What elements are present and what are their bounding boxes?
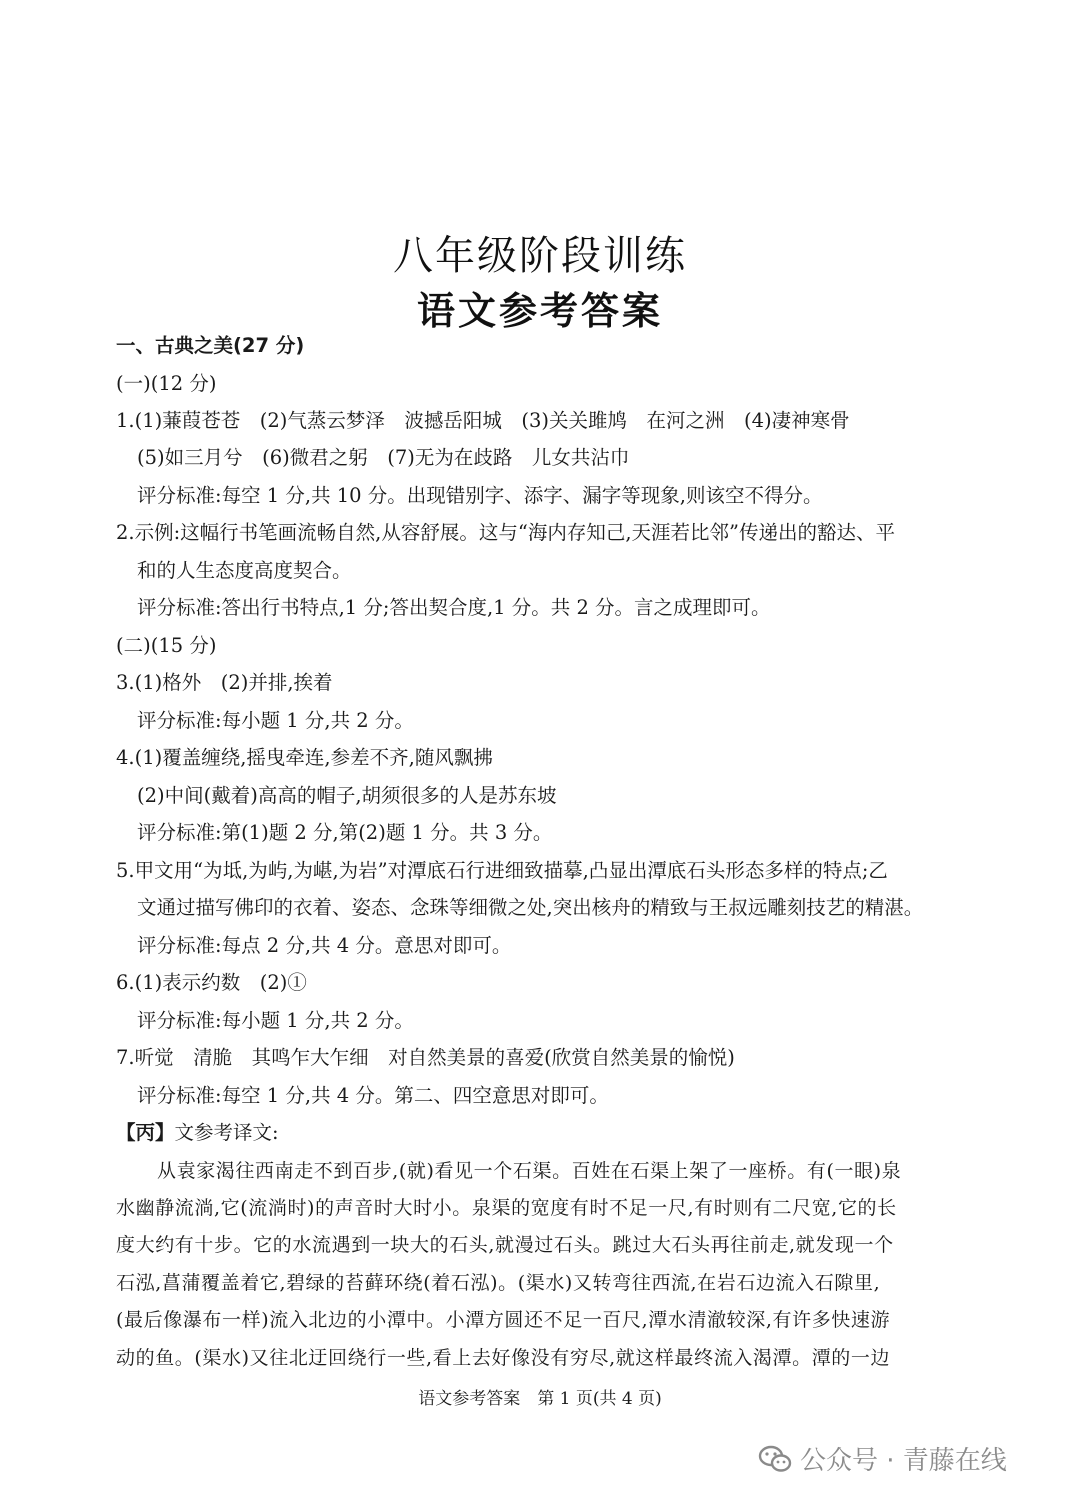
- answer-line: 2.示例:这幅行书笔画流畅自然,从容舒展。这与“海内存知己,天涯若比邻”传递出的豁达、平: [116, 521, 896, 544]
- scoring-line: 评分标准:第(1)题 2 分,第(2)题 1 分。共 3 分。: [137, 821, 553, 844]
- translation-line: 动的鱼。(渠水)又往北迂回绕行一些,看上去好像没有穷尽,就这样最终流入渴潭。潭的一边: [116, 1347, 891, 1369]
- translation-line: 从袁家渴往西南走不到百步,(就)看见一个石渠。百姓在石渠上架了一座桥。有(一眼)泉: [157, 1160, 902, 1182]
- subsection-heading: (二)(15 分): [116, 634, 217, 657]
- translation-heading: [116, 1117, 279, 1145]
- scoring-line: 评分标准:每小题 1 分,共 2 分。: [137, 709, 414, 732]
- watermark: [758, 1440, 1007, 1477]
- answer-line: (5)如三月兮 (6)微君之躬 (7)无为在歧路 儿女共沾巾: [137, 446, 630, 469]
- page-subtitle: 语文参考答案: [416, 288, 663, 333]
- translation-heading-text: 文参考译文:: [174, 1121, 279, 1144]
- translation-heading-mark: 【丙】: [116, 1121, 175, 1144]
- watermark-text: 公众号 · 青藤在线: [800, 1446, 1007, 1476]
- scoring-line: 评分标准:每空 1 分,共 4 分。第二、四空意思对即可。: [137, 1084, 609, 1107]
- scoring-line: 评分标准:每空 1 分,共 10 分。出现错别字、添字、漏字等现象,则该空不得分。: [137, 484, 823, 507]
- scoring-line: 评分标准:每小题 1 分,共 2 分。: [137, 1009, 414, 1032]
- scoring-line: 评分标准:每点 2 分,共 4 分。意思对即可。: [137, 934, 512, 957]
- page-footer: 语文参考答案 第 1 页(共 4 页): [418, 1389, 662, 1409]
- answer-line: 5.甲文用“为坻,为屿,为嵁,为岩”对潭底石行进细致描摹,凸显出潭底石头形态多样的特点;乙: [116, 859, 888, 882]
- translation-line: 水幽静流淌,它(流淌时)的声音时大时小。泉渠的宽度有时不足一尺,有时则有二尺宽,它的长: [116, 1197, 897, 1219]
- answer-line: 1.(1)蒹葭苍苍 (2)气蒸云梦泽 波撼岳阳城 (3)关关雎鸠 在河之洲 (4)凄神寒骨: [116, 409, 850, 432]
- answer-line: 4.(1)覆盖缠绕,摇曳牵连,参差不齐,随风飘拂: [116, 746, 493, 769]
- answer-line: 7.听觉 清脆 其鸣乍大乍细 对自然美景的喜爱(欣赏自然美景的愉悦): [116, 1046, 735, 1069]
- answer-line: 6.(1)表示约数 (2)①: [116, 971, 307, 994]
- subsection-heading: (一)(12 分): [116, 372, 217, 395]
- translation-line: 石泓,菖蒲覆盖着它,碧绿的苔藓环绕(着石泓)。(渠水)又转弯往西流,在岩石边流入石隙里,: [116, 1272, 881, 1294]
- answer-line: (2)中间(戴着)高高的帽子,胡须很多的人是苏东坡: [137, 784, 557, 807]
- scoring-line: 评分标准:答出行书特点,1 分;答出契合度,1 分。共 2 分。言之成理即可。: [137, 596, 771, 619]
- answer-line: 文通过描写佛印的衣着、姿态、念珠等细微之处,突出核舟的精致与王叔远雕刻技艺的精湛。: [137, 896, 924, 919]
- wechat-icon: [758, 1444, 792, 1474]
- translation-line: (最后像瀑布一样)流入北边的小潭中。小潭方圆还不足一百尺,潭水清澈较深,有许多快速游: [116, 1309, 891, 1331]
- answer-line: 和的人生态度高度契合。: [137, 559, 352, 582]
- page-title: 八年级阶段训练: [393, 233, 687, 279]
- section-heading: 一、古典之美(27 分): [116, 334, 305, 357]
- translation-line: 度大约有十步。它的水流遇到一块大的石头,就漫过石头。跳过大石头再往前走,就发现一个: [116, 1234, 894, 1256]
- answer-line: 3.(1)格外 (2)并排,挨着: [116, 671, 333, 694]
